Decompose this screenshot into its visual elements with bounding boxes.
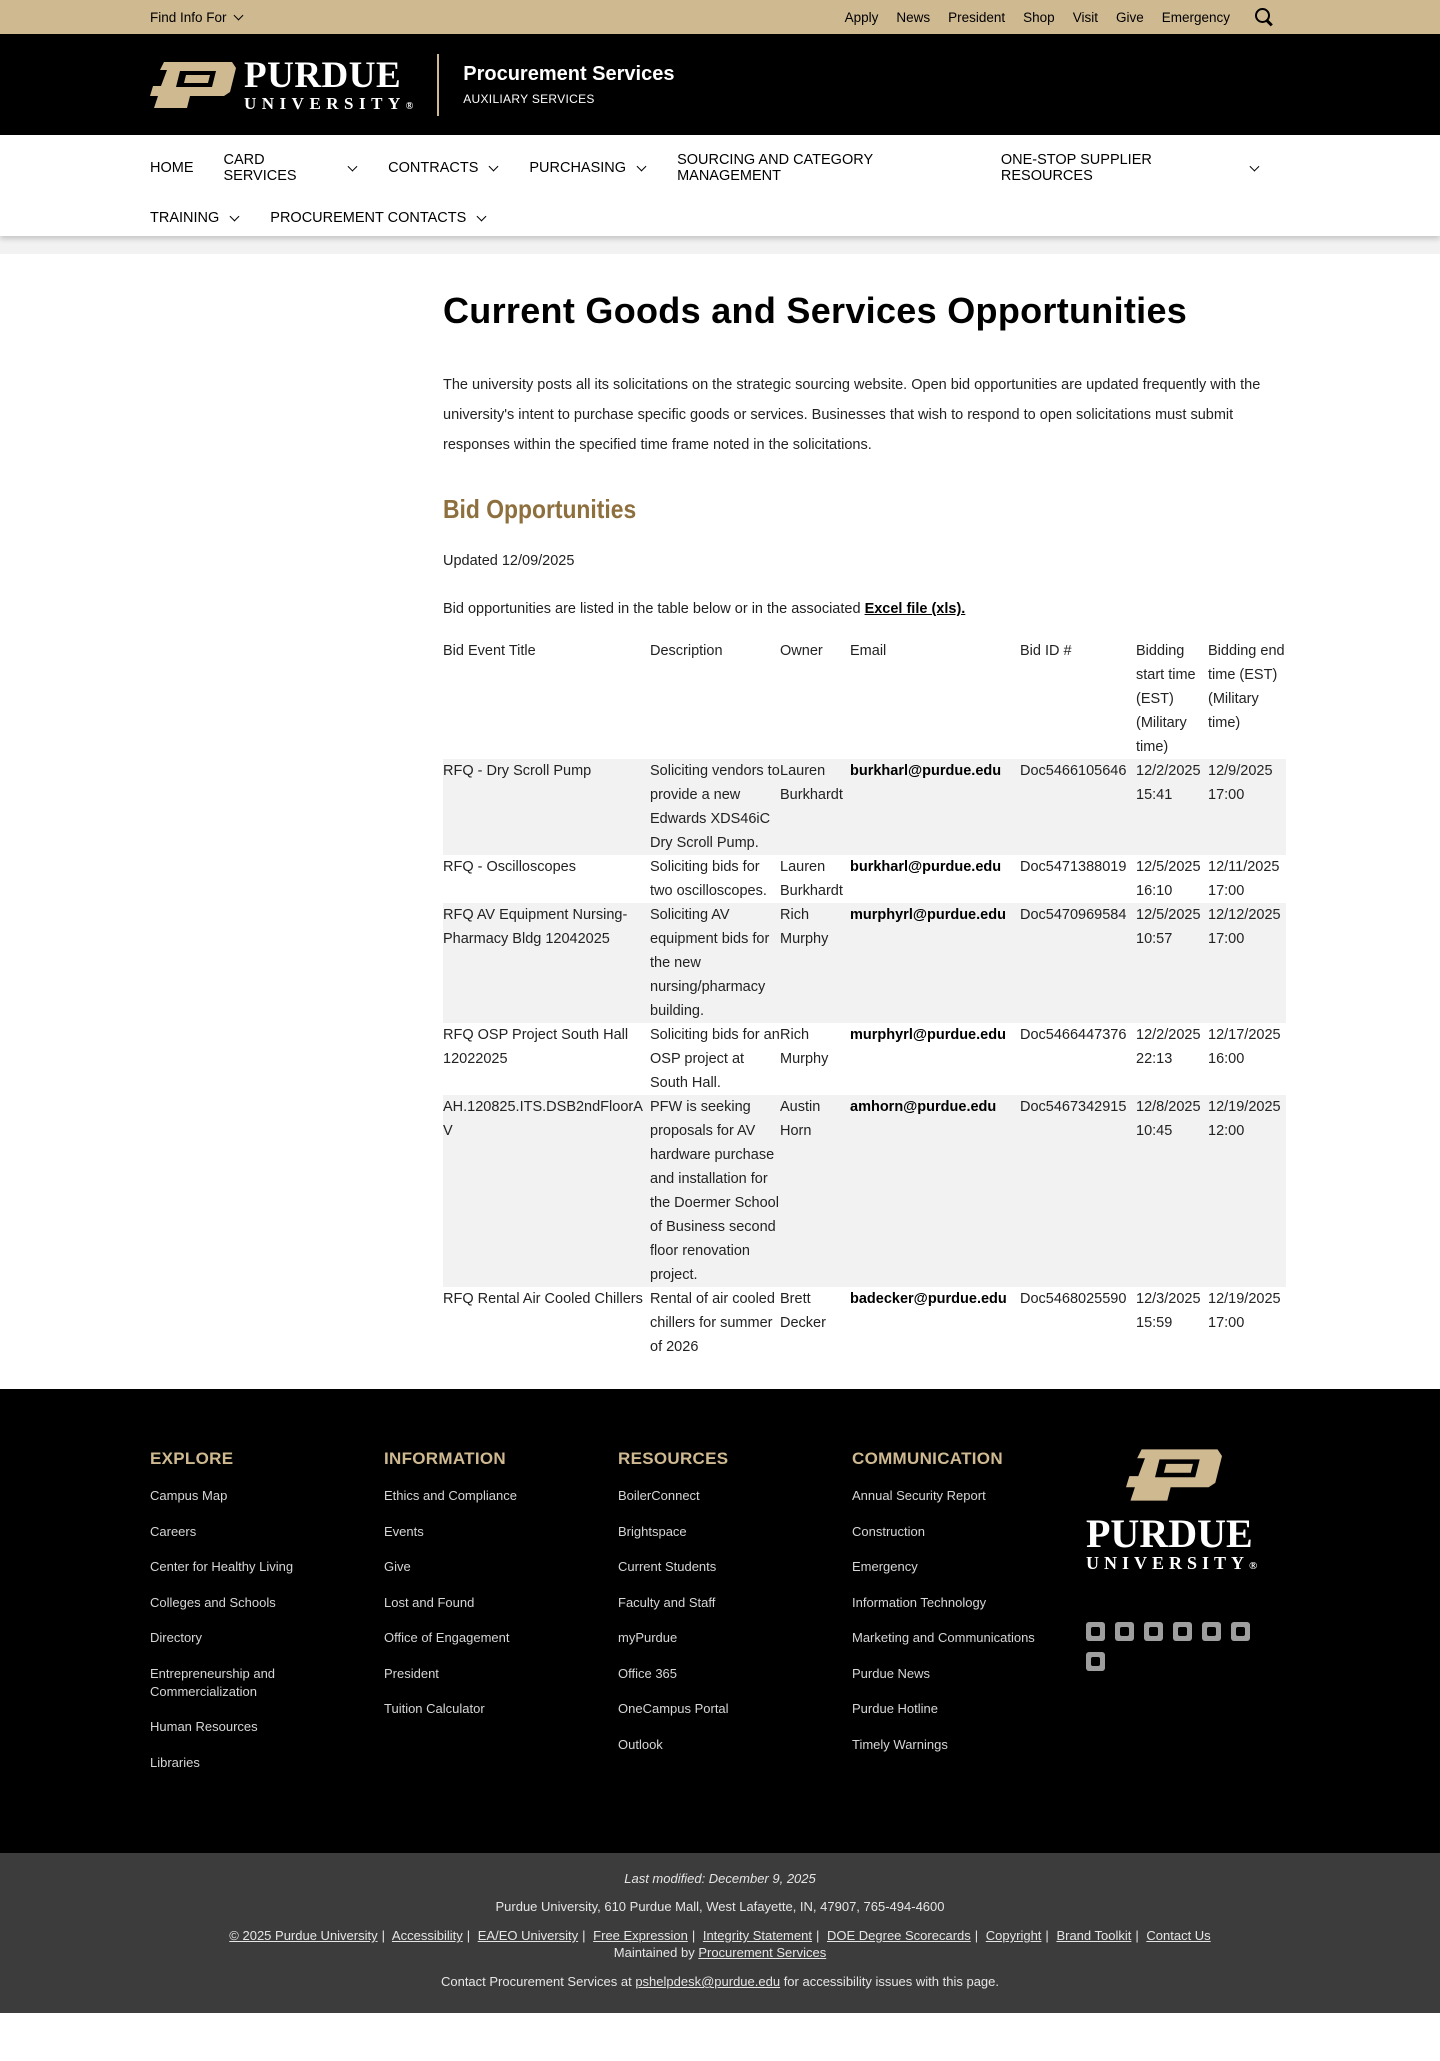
chevron-down-icon	[1250, 161, 1260, 171]
footer-link[interactable]: BoilerConnect	[618, 1488, 700, 1503]
legal-link-ea-eo[interactable]: EA/EO University	[477, 1928, 579, 1943]
table-row	[443, 759, 1286, 855]
linkedin-icon[interactable]	[1086, 1652, 1105, 1671]
nav-label: SOURCING AND CATEGORY MANAGEMENT	[677, 152, 873, 184]
maintained-by	[0, 1945, 1440, 1960]
chevron-down-icon	[489, 161, 499, 171]
footer-logo[interactable]	[1086, 1449, 1286, 1853]
email-link[interactable]: murphyrl@purdue.edu	[850, 1027, 1006, 1043]
youtube-icon[interactable]	[1144, 1622, 1163, 1641]
cell-title: RFQ AV Equipment Nursing-Pharmacy Bldg 12042025	[443, 903, 650, 1023]
table-note-text: Bid opportunities are listed in the table below or in the associated	[443, 601, 865, 617]
footer-link[interactable]: myPurdue	[618, 1630, 678, 1645]
cell-title: RFQ OSP Project South Hall 12022025	[443, 1027, 629, 1067]
cell-end: 12/11/2025 17:00	[1208, 859, 1280, 899]
table-row	[443, 903, 1286, 1023]
chevron-down-icon	[348, 161, 358, 171]
utility-bar	[0, 0, 1440, 34]
cell-end: 12/9/2025 17:00	[1208, 759, 1286, 855]
cell-end: 12/19/2025 17:00	[1208, 1291, 1281, 1331]
pinterest-icon[interactable]	[1202, 1622, 1221, 1641]
site-name[interactable]	[463, 63, 674, 106]
legal-link-copyright-notice[interactable]: © 2025 Purdue University	[229, 1928, 378, 1943]
maintained-link[interactable]: Procurement Services	[698, 1945, 827, 1960]
footer-link[interactable]: Current Students	[618, 1559, 717, 1574]
legal-link-free-expression[interactable]: Free Expression	[593, 1928, 688, 1943]
footer-link[interactable]: Office 365	[618, 1665, 678, 1681]
logo-subword: UNIVERSITY	[244, 94, 406, 113]
nav-item-supplier-resources[interactable]	[1001, 152, 1260, 184]
social-links	[1086, 1622, 1256, 1671]
header-bid-id: Bid ID #	[1020, 643, 1072, 659]
footer-link[interactable]: Faculty and Staff	[618, 1594, 716, 1610]
footer-heading: RESOURCES	[618, 1449, 729, 1468]
footer-link[interactable]: Ethics and Compliance	[384, 1488, 517, 1503]
nav-row-1	[150, 143, 1290, 193]
email-link[interactable]: burkharl@purdue.edu	[850, 763, 1002, 779]
footer-link[interactable]: Information Technology	[852, 1594, 987, 1610]
legal-link-accessibility[interactable]: Accessibility	[391, 1928, 463, 1943]
cell-end: 12/19/2025 12:00	[1208, 1095, 1286, 1287]
site-footer	[0, 1389, 1440, 1853]
cell-start: 12/5/2025 10:57	[1136, 903, 1208, 1023]
nav-label: ONE-STOP SUPPLIER RESOURCES	[1000, 152, 1152, 184]
contact-suffix: for accessibility issues with this page.	[780, 1974, 1000, 1989]
footer-link[interactable]: Annual Security Report	[852, 1488, 986, 1503]
cell-owner: Rich Murphy	[780, 903, 850, 1023]
footer-link[interactable]: Office of Engagement	[384, 1630, 510, 1645]
footer-link[interactable]: Campus Map	[150, 1488, 228, 1503]
cell-email	[850, 903, 1020, 1023]
email-link[interactable]: amhorn@purdue.edu	[850, 1099, 997, 1115]
logo-registered: ®	[405, 101, 414, 112]
cell-start: 12/8/2025 10:45	[1136, 1095, 1208, 1287]
nav-label: CARD SERVICES	[223, 152, 297, 184]
cell-start: 12/2/2025 22:13	[1136, 1027, 1201, 1067]
table-header-row	[443, 639, 1286, 759]
cell-title: RFQ - Oscilloscopes	[443, 859, 576, 875]
cell-start: 12/2/2025 15:41	[1136, 759, 1208, 855]
footer-link[interactable]: Purdue Hotline	[852, 1701, 938, 1716]
table-row	[443, 1023, 1286, 1095]
footer-link[interactable]: Lost and Found	[384, 1594, 475, 1610]
contact-email-link[interactable]: pshelpdesk@purdue.edu	[635, 1974, 781, 1989]
cell-owner: Brett Decker	[780, 1291, 826, 1331]
instagram-icon[interactable]	[1173, 1622, 1192, 1641]
nav-row-2	[150, 193, 1290, 243]
footer-link[interactable]: Colleges and Schools	[150, 1594, 276, 1610]
table-row	[443, 1095, 1286, 1287]
header-email: Email	[850, 643, 887, 659]
nav-item-sourcing[interactable]	[677, 152, 971, 184]
footer-column-information	[384, 1449, 618, 1853]
cell-bid-id: Doc5466447376	[1020, 1027, 1127, 1043]
email-link[interactable]: badecker@purdue.edu	[850, 1291, 1007, 1307]
footer-link[interactable]: Human Resources	[150, 1719, 258, 1734]
footer-link[interactable]: Libraries	[150, 1754, 200, 1770]
footer-logo-subword: UNIVERSITY	[1086, 1553, 1250, 1573]
cell-bid-id: Doc5468025590	[1020, 1291, 1127, 1307]
footer-heading: COMMUNICATION	[852, 1449, 1003, 1468]
cell-bid-id: Doc5471388019	[1020, 859, 1127, 875]
find-info-for-dropdown[interactable]	[150, 10, 244, 25]
footer-link[interactable]: Emergency	[852, 1559, 918, 1574]
nav-item-contracts[interactable]	[388, 160, 499, 176]
cell-title: RFQ - Dry Scroll Pump	[443, 759, 650, 855]
purdue-logo[interactable]	[150, 57, 413, 112]
cell-email	[850, 855, 1020, 903]
legal-link-doe-scorecards[interactable]: DOE Degree Scorecards	[826, 1928, 971, 1943]
cell-bid-id: Doc5467342915	[1020, 1095, 1136, 1287]
nav-label: PURCHASING	[529, 160, 627, 176]
section-title: Bid Opportunities	[443, 494, 637, 524]
cell-owner: Austin Horn	[780, 1095, 850, 1287]
email-link[interactable]: burkharl@purdue.edu	[850, 859, 1002, 875]
cell-description: Soliciting AV equipment bids for the new nursing/pharmacy building.	[650, 903, 780, 1023]
cell-email	[850, 1095, 1020, 1287]
maintained-prefix: Maintained by	[613, 1945, 699, 1960]
table-row	[443, 1287, 1286, 1359]
footer-link[interactable]: Directory	[150, 1630, 203, 1645]
last-modified: Last modified: December 9, 2025	[624, 1871, 816, 1886]
cell-description: Soliciting bids for two oscilloscopes.	[650, 859, 767, 899]
cell-title: AH.120825.ITS.DSB2ndFloorAV	[443, 1095, 650, 1287]
cell-owner: Lauren Burkhardt	[780, 859, 843, 899]
footer-link[interactable]: Center for Healthy Living	[150, 1559, 294, 1574]
table-note	[443, 601, 1440, 617]
header-bid-event-title: Bid Event Title	[443, 643, 536, 659]
utility-links	[845, 7, 1274, 27]
cell-description: Rental of air cooled chillers for summer of 2026	[650, 1291, 775, 1355]
nav-item-purchasing[interactable]	[529, 160, 647, 176]
footer-link[interactable]: Marketing and Communications	[852, 1630, 1035, 1645]
footer-link[interactable]: OneCampus Portal	[618, 1701, 729, 1716]
site-title: Procurement Services	[463, 63, 675, 85]
site-subtitle: AUXILIARY SERVICES	[463, 92, 595, 106]
footer-link[interactable]: Entrepreneurship and Commercialization	[150, 1665, 276, 1699]
bid-table	[443, 639, 1286, 1359]
utility-link-shop[interactable]: Shop	[1023, 9, 1055, 25]
header-start-time: Bidding start time (EST) (Military time)	[1136, 643, 1196, 755]
header-end-time: Bidding end time (EST) (Military time)	[1208, 643, 1285, 731]
header-divider	[437, 54, 439, 116]
nav-item-training[interactable]	[150, 210, 240, 226]
search-icon[interactable]	[1254, 7, 1274, 27]
x-icon[interactable]	[1115, 1622, 1134, 1641]
footer-link[interactable]: Give	[384, 1559, 411, 1574]
excel-file-link[interactable]: Excel file (xls).	[864, 601, 966, 617]
main-content	[0, 254, 1440, 1389]
intro-paragraph: The university posts all its solicitations on the strategic sourcing website. Open bid opportunities are updated frequently with the university's intent to purchase specific goods or services. Businesses that wish to respond to open solicitations must submit responses within the specified time frame noted in the solicitations.	[443, 377, 1261, 453]
address: Purdue University, 610 Purdue Mall, West Lafayette, IN, 47907, 765-494-4600	[495, 1899, 945, 1914]
nav-label: CONTRACTS	[388, 160, 479, 176]
snapchat-icon[interactable]	[1231, 1622, 1250, 1641]
page-title: Current Goods and Services Opportunities	[443, 290, 1188, 331]
utility-link-give[interactable]: Give	[1115, 9, 1144, 25]
chevron-down-icon	[637, 161, 647, 171]
cell-owner: Lauren Burkhardt	[780, 759, 850, 855]
footer-heading: INFORMATION	[384, 1449, 506, 1468]
footer-column-communication	[852, 1449, 1086, 1853]
nav-label: TRAINING	[150, 210, 220, 226]
footer-link[interactable]: Outlook	[618, 1736, 663, 1752]
cell-description: Soliciting vendors to provide a new Edwards XDS46iC Dry Scroll Pump.	[650, 759, 780, 855]
cell-description: Soliciting bids for an OSP project at South Hall.	[650, 1027, 780, 1091]
footer-column-explore	[150, 1449, 384, 1853]
footer-link[interactable]: Purdue News	[852, 1665, 931, 1681]
utility-link-visit[interactable]: Visit	[1072, 9, 1098, 25]
legal-link-copyright[interactable]: Copyright	[985, 1928, 1042, 1943]
cell-bid-id: Doc5470969584	[1020, 903, 1136, 1023]
facebook-icon[interactable]	[1086, 1622, 1105, 1641]
utility-link-emergency[interactable]: Emergency	[1161, 9, 1230, 25]
accessibility-contact	[0, 1974, 1440, 1989]
email-link[interactable]: murphyrl@purdue.edu	[850, 907, 1006, 923]
contact-prefix: Contact Procurement Services at	[440, 1974, 636, 1989]
footer-link[interactable]: Events	[384, 1523, 424, 1539]
nav-item-procurement-contacts[interactable]	[270, 210, 487, 226]
footer-logo-registered: ®	[1249, 1560, 1258, 1572]
legal-link-contact-us[interactable]: Contact Us	[1146, 1928, 1211, 1943]
footer-link[interactable]: Brightspace	[618, 1523, 687, 1539]
cell-email	[850, 1023, 1020, 1095]
chevron-down-icon	[233, 10, 243, 20]
nav-label: HOME	[150, 160, 194, 176]
cell-end: 12/12/2025 17:00	[1208, 903, 1286, 1023]
legal-link-integrity[interactable]: Integrity Statement	[702, 1928, 812, 1943]
nav-item-card-services[interactable]	[224, 152, 359, 184]
footer-column-resources	[618, 1449, 852, 1853]
header-description: Description	[650, 643, 723, 659]
nav-item-home[interactable]	[150, 160, 194, 176]
cell-email	[850, 1287, 1020, 1359]
utility-link-president[interactable]: President	[948, 9, 1006, 25]
footer-link[interactable]: President	[384, 1665, 439, 1681]
cell-description: PFW is seeking proposals for AV hardware purchase and installation for the Doermer School of Business second floor renovation project.	[650, 1095, 780, 1287]
footer-link[interactable]: Construction	[852, 1523, 925, 1539]
cell-title: RFQ Rental Air Cooled Chillers	[443, 1291, 643, 1307]
logo-wordmark: PURDUE	[244, 55, 402, 96]
cell-start: 12/3/2025 15:59	[1136, 1291, 1201, 1331]
legal-link-brand-toolkit[interactable]: Brand Toolkit	[1056, 1928, 1132, 1943]
footer-link[interactable]: Careers	[150, 1523, 197, 1539]
motion-p-icon	[150, 62, 236, 108]
chevron-down-icon	[230, 211, 240, 221]
nav-label: PROCUREMENT CONTACTS	[270, 210, 467, 226]
utility-link-news[interactable]: News	[896, 9, 931, 25]
cell-start: 12/5/2025 16:10	[1136, 859, 1201, 899]
cell-owner: Rich Murphy	[780, 1027, 829, 1067]
chevron-down-icon	[477, 211, 487, 221]
site-header	[0, 34, 1440, 135]
legal-bar	[0, 1853, 1440, 2013]
table-row	[443, 855, 1286, 903]
footer-heading: EXPLORE	[150, 1449, 234, 1468]
updated-date: Updated 12/09/2025	[443, 553, 575, 569]
footer-link[interactable]: Tuition Calculator	[384, 1701, 485, 1716]
utility-link-apply[interactable]: Apply	[844, 9, 879, 25]
cell-email	[850, 759, 1020, 855]
main-navigation	[0, 135, 1440, 236]
motion-p-icon	[1126, 1449, 1222, 1501]
footer-link[interactable]: Timely Warnings	[852, 1736, 948, 1752]
find-info-for-label: Find Info For	[150, 9, 227, 25]
legal-links: © 2025 Purdue University | Accessibility | EA/EO University | Free Expression | Integrity Statement | DOE Degree Scorecards | Copyright | Brand Toolkit | Contact Us	[229, 1928, 1211, 1943]
header-owner: Owner	[780, 643, 823, 659]
cell-end: 12/17/2025 16:00	[1208, 1027, 1281, 1067]
footer-logo-wordmark: PURDUE	[1086, 1511, 1253, 1556]
cell-bid-id: Doc5466105646	[1020, 759, 1136, 855]
